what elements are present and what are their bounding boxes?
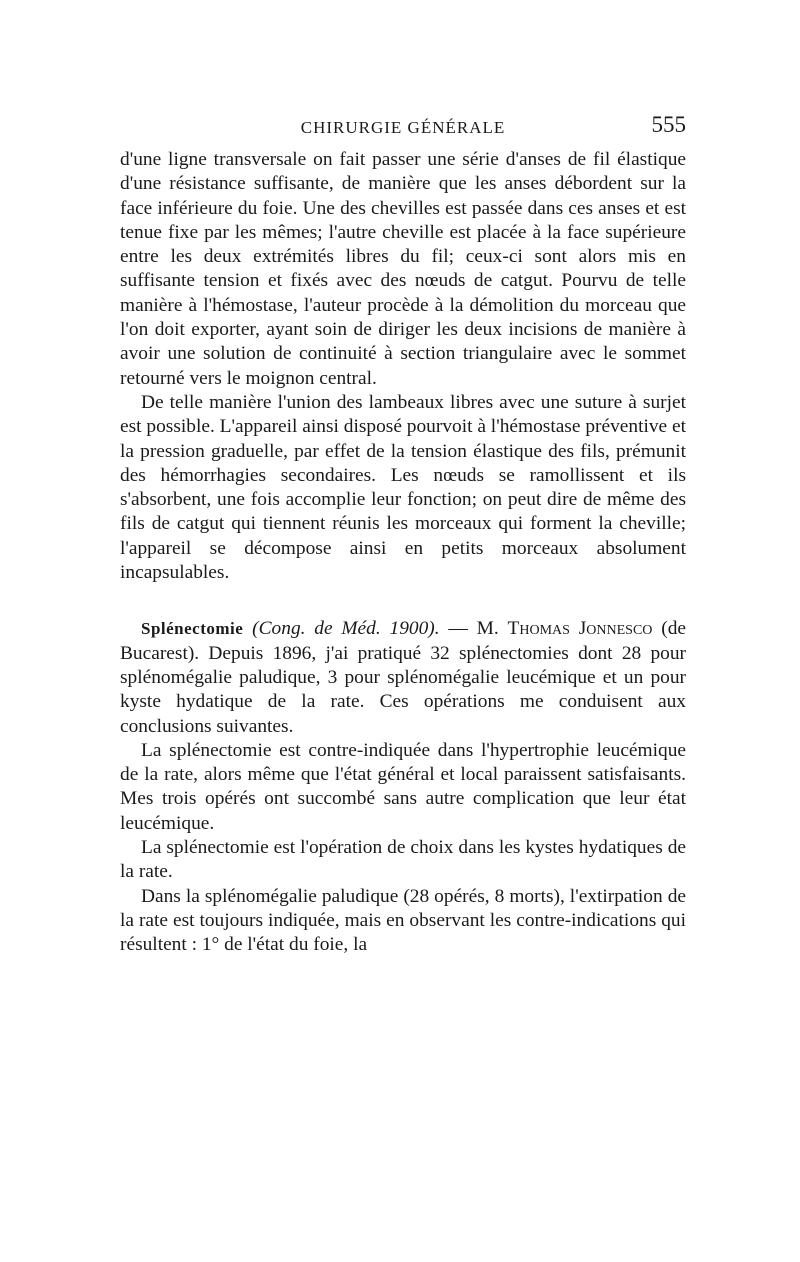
body-text (120, 148, 686, 958)
section-gap (120, 585, 686, 617)
paragraph-continuation: d'une ligne transversale on fait passer une série d'anses de fil élastique d'une résistance suffisante, de manière que les anses débordent sur la face inférieure du foie. Une des chevilles est passée dans ces anses et est tenue fixe par les mêmes; l'autre cheville est placée à la face supérieure entre les deux extrémités libres du fil; ceux-ci sont alors mis en suffisante tension et fixés avec des nœuds de catgut. Pourvu de telle manière à l'hémostase, l'auteur procède à la démolition du morceau que l'on doit exporter, ayant soin de diriger les deux incisions de manière à avoir une solution de continuité à section triangulaire avec le sommet retourné vers le moignon central. (120, 149, 686, 389)
section-heading: Splénectomie (141, 619, 244, 639)
page-number: 555 (651, 112, 686, 137)
paragraph: De telle manière l'union des lambeaux libres avec une suture à surjet est possible. L'appareil ainsi disposé pourvoit à l'hémostase préventive et la pression graduelle, par effet de la tension élastique des fils, prémunit des hémorrhagies secondaires. Les nœuds se ramollissent et ils s'absorbent, une fois accomplie leur fonction; on peut dire de même des fils de catgut qui tiennent réunis les morceaux qui forment la cheville; l'appareil se décompose ainsi en petits morceaux absolument incapsulables. (120, 391, 686, 584)
citation: (Cong. de Méd. 1900). (252, 618, 440, 640)
section-lead-paragraph (120, 617, 686, 738)
paragraph: La splénectomie est l'opération de choix dans les kystes hydatiques de la rate. (120, 837, 686, 883)
author-prefix: — M. (439, 618, 508, 640)
lead-text: (de Bucarest). Depuis 1896, j'ai pratiqué 32 splénectomies dont 28 pour splénomégalie paludique, 3 pour splénomégalie leucémique et un pour kyste hydatique de la rate. Ces opérations me conduisent aux conclusions suivantes. (120, 618, 686, 737)
running-title: CHIRURGIE GÉNÉRALE (300, 118, 506, 137)
paragraph: Dans la splénomégalie paludique (28 opérés, 8 morts), l'extirpation de la rate est toujours indiquée, mais en observant les contre-indications qui résultent : 1° de l'état du foie, la (120, 885, 686, 956)
author-name: Thomas Jonnesco (507, 618, 653, 640)
paragraph: La splénectomie est contre-indiquée dans l'hypertrophie leucémique de la rate, alors même que l'état général et local paraissent satisfaisants. Mes trois opérés ont succombé sans autre complication que leur état leucémique. (120, 739, 686, 834)
page-header (120, 112, 686, 146)
